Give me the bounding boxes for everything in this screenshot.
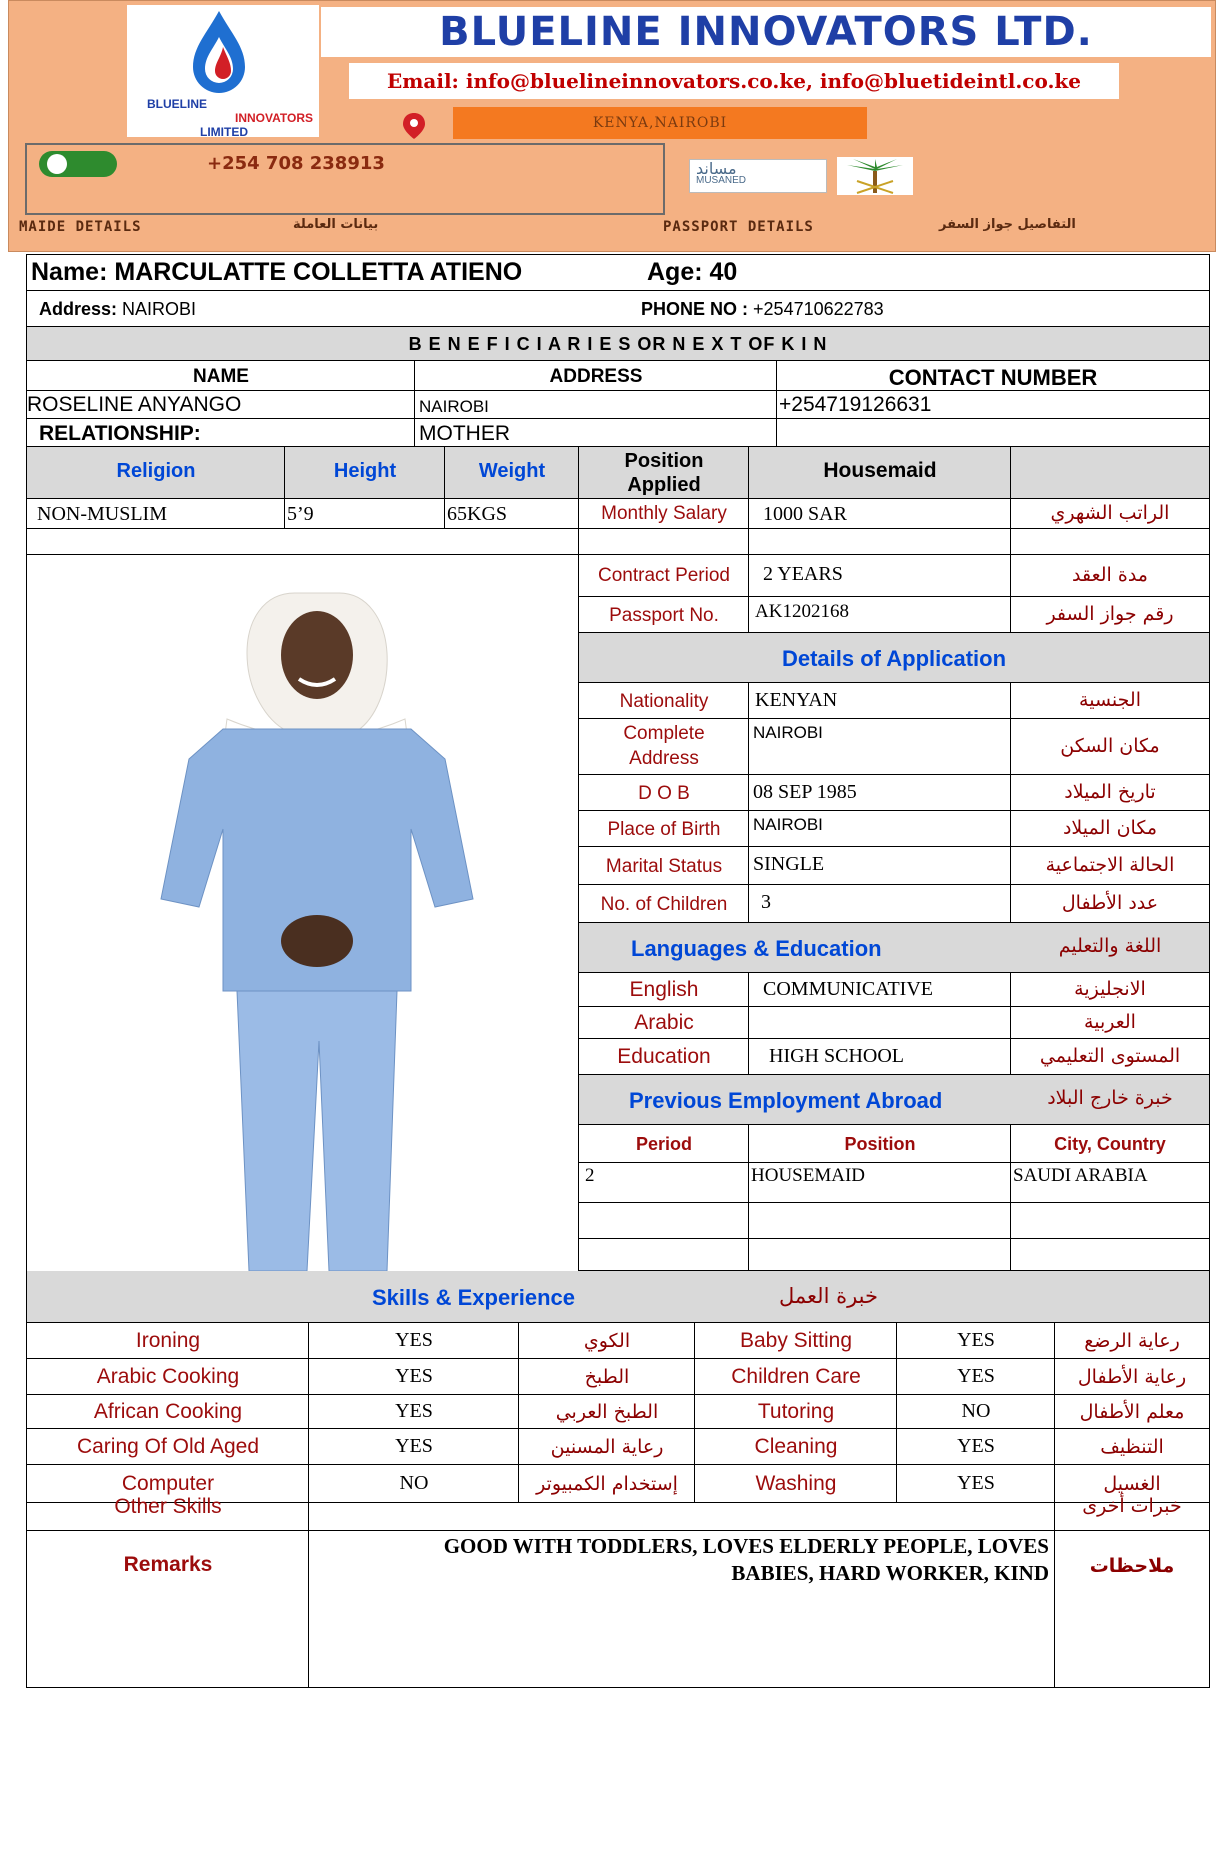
skill-right-value: NO: [961, 1400, 991, 1422]
employment-col-city: City, Country: [1054, 1134, 1166, 1154]
skill-left-label: Computer: [121, 1471, 215, 1495]
pob-value: NAIROBI: [753, 815, 823, 834]
kin-contact: +254719126631: [779, 393, 932, 416]
marital-ar: الحالة الاجتماعية: [1045, 854, 1175, 876]
remarks-line-1: GOOD WITH TODDLERS, LOVES ELDERLY PEOPLE, LOVES: [443, 1534, 1049, 1558]
education-label: Education: [617, 1045, 711, 1068]
skill-right-label: Washing: [755, 1471, 837, 1495]
position-applied-value: Housemaid: [823, 459, 937, 482]
skill-left-value: YES: [395, 1435, 433, 1457]
maide-details-ar: بيانات العاملة: [293, 217, 379, 232]
address-field: [39, 299, 196, 320]
employment-position: HOUSEMAID: [751, 1165, 865, 1186]
skill-left-ar: الطبخ: [584, 1365, 630, 1388]
employment-heading-row: [579, 1075, 1209, 1125]
children-label: No. of Children: [600, 894, 728, 915]
skill-right-ar: رعاية الرضع: [1084, 1329, 1180, 1352]
skill-right-value: YES: [957, 1365, 995, 1387]
application-heading: Details of Application: [781, 646, 1007, 671]
skill-left-ar: إستخدام الكمبيوتر: [536, 1472, 678, 1495]
drop-logo-icon: [179, 7, 259, 97]
english-label: English: [629, 978, 699, 1001]
religion-value: NON-MUSLIM: [37, 503, 167, 525]
name-value: MARCULATTE COLLETTA ATIENO: [114, 258, 523, 286]
height-label: Height: [333, 460, 397, 482]
contract-value: 2 YEARS: [763, 563, 843, 585]
company-title: BLUELINE INNOVATORS LTD.: [321, 7, 1211, 57]
relationship-label: RELATIONSHIP:: [39, 422, 201, 445]
skill-left-label: African Cooking: [93, 1399, 243, 1423]
skill-right-ar: معلم الأطفال: [1079, 1400, 1185, 1423]
skill-left-ar: الطبخ العربي: [555, 1400, 659, 1423]
nationality-label: Nationality: [619, 691, 709, 712]
palm-emblem-icon: [837, 157, 913, 195]
dob-value: 08 SEP 1985: [753, 781, 857, 803]
salary-label: Monthly Salary: [601, 503, 727, 524]
dob-ar: تاريخ الميلاد: [1064, 781, 1156, 803]
children-row: [579, 885, 1209, 923]
children-ar: عدد الأطفال: [1061, 892, 1159, 914]
employment-col-period: Period: [635, 1134, 692, 1154]
address-row: [27, 291, 1209, 327]
skill-left-label: Arabic Cooking: [96, 1364, 240, 1388]
phone-icon: [39, 151, 117, 177]
skill-right-ar: التنظيف: [1100, 1435, 1164, 1458]
employment-period: 2: [585, 1165, 595, 1186]
logo-line-3: LIMITED: [200, 125, 248, 139]
remarks-line-2: BABIES, HARD WORKER, KIND: [731, 1561, 1049, 1585]
pob-row: [579, 811, 1209, 847]
skill-right-value: YES: [957, 1329, 995, 1351]
phone-field: [641, 299, 884, 320]
remarks-label: Remarks: [123, 1553, 213, 1576]
complete-address-label: Complete Address: [623, 723, 705, 769]
musaned-en: MUSANED: [696, 175, 747, 186]
contract-row: [579, 555, 1209, 597]
children-value: 3: [761, 891, 771, 913]
remarks-row: [27, 1531, 1209, 1687]
kin-name: ROSELINE ANYANGO: [27, 393, 242, 416]
salary-value: 1000 SAR: [763, 503, 847, 525]
employment-empty-row-1: [579, 1203, 1209, 1239]
kin-address: NAIROBI: [419, 397, 489, 416]
languages-heading-ar: اللغة والتعليم: [1058, 935, 1162, 957]
passport-row: [579, 597, 1209, 633]
cv-form: [26, 254, 1210, 1688]
passport-value: AK1202168: [755, 601, 849, 622]
complete-address-row: [579, 719, 1209, 775]
application-heading-row: [579, 633, 1209, 683]
contract-ar: مدة العقد: [1072, 564, 1148, 586]
weight-value: 65KGS: [447, 503, 508, 525]
contract-label: Contract Period: [597, 565, 730, 586]
kin-heading-row: [27, 327, 1209, 361]
pob-ar: مكان الميلاد: [1062, 817, 1158, 839]
skill-row: [27, 1359, 1209, 1395]
skill-left-label: Caring Of Old Aged: [76, 1434, 260, 1458]
education-value: HIGH SCHOOL: [769, 1045, 904, 1067]
employment-col-position: Position: [844, 1134, 916, 1154]
other-skills-row: [27, 1483, 1209, 1531]
passport-label: Passport No.: [609, 605, 719, 626]
dob-row: [579, 775, 1209, 811]
skill-row: [27, 1395, 1209, 1429]
marital-label: Marital Status: [605, 856, 723, 877]
maide-details-label: MAIDE DETAILS: [19, 219, 142, 235]
skill-right-label: Children Care: [731, 1364, 861, 1388]
phone-value: +254710622783: [753, 299, 884, 319]
education-ar: المستوى التعليمي: [1039, 1045, 1181, 1067]
location-pin-icon: [399, 111, 429, 141]
skills-heading-row: [27, 1271, 1209, 1323]
logo-line-1: BLUELINE: [147, 97, 207, 111]
salary-ar: الراتب الشهري: [1050, 502, 1170, 524]
kin-col-address: ADDRESS: [549, 366, 643, 387]
age-value: 40: [709, 258, 738, 286]
skill-left-label: Ironing: [135, 1328, 201, 1352]
name-row: [27, 255, 1209, 291]
company-header: [8, 0, 1216, 252]
skill-left-value: YES: [395, 1400, 433, 1422]
skill-right-label: Cleaning: [754, 1434, 838, 1458]
remarks-ar: ملاحظات: [1089, 1555, 1175, 1577]
skill-right-ar: رعاية الأطفال: [1077, 1365, 1187, 1388]
name-field: [31, 258, 522, 287]
complete-address-value: NAIROBI: [753, 723, 823, 742]
attributes-data-row: [27, 499, 1209, 529]
position-applied-label: Position Applied: [624, 450, 704, 496]
skill-left-ar: رعاية المسنين: [550, 1435, 664, 1458]
logo-caption: [131, 97, 317, 139]
age-label: Age:: [647, 258, 703, 286]
skill-left-value: NO: [399, 1472, 429, 1494]
photo-frame: [27, 555, 579, 1321]
skills-heading: Skills & Experience: [372, 1285, 575, 1310]
nationality-value: KENYAN: [755, 689, 838, 711]
musaned-logo: [689, 159, 827, 193]
skill-row: [27, 1429, 1209, 1465]
employment-heading-ar: خبرة خارج البلاد: [1047, 1087, 1173, 1109]
skills-heading-ar: خبرة العمل: [779, 1284, 878, 1308]
remarks-text: [311, 1533, 1049, 1587]
english-row: [579, 973, 1209, 1007]
passport-details-label: PASSPORT DETAILS: [663, 219, 814, 235]
skill-right-label: Baby Sitting: [739, 1328, 853, 1352]
name-label: Name:: [31, 258, 108, 286]
company-phone: +254 708 238913: [207, 153, 385, 174]
kin-header-row: [27, 361, 1209, 391]
skill-left-ar: الكوي: [583, 1329, 631, 1352]
marital-value: SINGLE: [753, 853, 825, 875]
weight-label: Weight: [478, 460, 546, 482]
relationship-row: [27, 419, 1209, 447]
kin-col-name: NAME: [193, 366, 249, 387]
logo-line-2: INNOVATORS: [234, 111, 313, 125]
pob-label: Place of Birth: [607, 819, 721, 840]
kin-data-row: [27, 391, 1209, 419]
employment-heading: Previous Employment Abroad: [629, 1088, 943, 1113]
musaned-ar: مساند: [696, 159, 737, 178]
skill-left-value: YES: [395, 1329, 433, 1351]
skill-right-label: Tutoring: [757, 1399, 835, 1423]
passport-ar: رقم جواز السفر: [1046, 603, 1174, 625]
height-value: 5’9: [287, 503, 314, 525]
address-label: Address:: [39, 299, 118, 319]
arabic-row: [579, 1007, 1209, 1039]
employment-city: SAUDI ARABIA: [1013, 1165, 1148, 1186]
age-field: [647, 258, 737, 287]
company-logo: [127, 5, 319, 137]
blank-row: [27, 529, 1209, 555]
kin-heading: B E N E F I C I A R I E S OR N E X T OF K I N: [408, 334, 828, 354]
skill-right-value: YES: [957, 1435, 995, 1457]
religion-label: Religion: [116, 460, 196, 482]
address-value: NAIROBI: [122, 299, 197, 319]
employment-data-row: [579, 1163, 1209, 1203]
attributes-header-row: [27, 447, 1209, 499]
dob-label: D O B: [638, 783, 690, 804]
languages-heading: Languages & Education: [631, 936, 882, 961]
skill-right-value: YES: [957, 1472, 995, 1494]
skill-row: [27, 1323, 1209, 1359]
nationality-row: [579, 683, 1209, 719]
company-location: KENYA,NAIROBI: [453, 107, 867, 139]
company-email: Email: info@bluelineinnovators.co.ke, info@bluetideintl.co.ke: [349, 63, 1119, 99]
english-value: COMMUNICATIVE: [763, 978, 933, 1000]
company-phone-box: [25, 143, 665, 215]
arabic-ar: العربية: [1084, 1011, 1136, 1033]
relationship-value: MOTHER: [419, 422, 510, 445]
marital-row: [579, 847, 1209, 885]
english-ar: الانجليزية: [1074, 978, 1146, 1000]
skill-right-ar: الغسيل: [1103, 1472, 1161, 1495]
other-skills-ar: خبرات أخرى: [1082, 1495, 1182, 1517]
other-skills-label: Other Skills: [114, 1495, 222, 1518]
skill-left-value: YES: [395, 1365, 433, 1387]
nationality-ar: الجنسية: [1079, 689, 1141, 711]
employment-header-row: [579, 1125, 1209, 1163]
arabic-label: Arabic: [634, 1011, 694, 1034]
kin-col-contact: CONTACT NUMBER: [888, 365, 1098, 390]
education-row: [579, 1039, 1209, 1075]
phone-label: PHONE NO :: [641, 299, 749, 319]
languages-heading-row: [579, 923, 1209, 973]
passport-details-ar: التفاصيل جواز السفر: [939, 217, 1076, 232]
employment-empty-row-2: [579, 1239, 1209, 1271]
complete-address-ar: مكان السكن: [1060, 735, 1160, 757]
